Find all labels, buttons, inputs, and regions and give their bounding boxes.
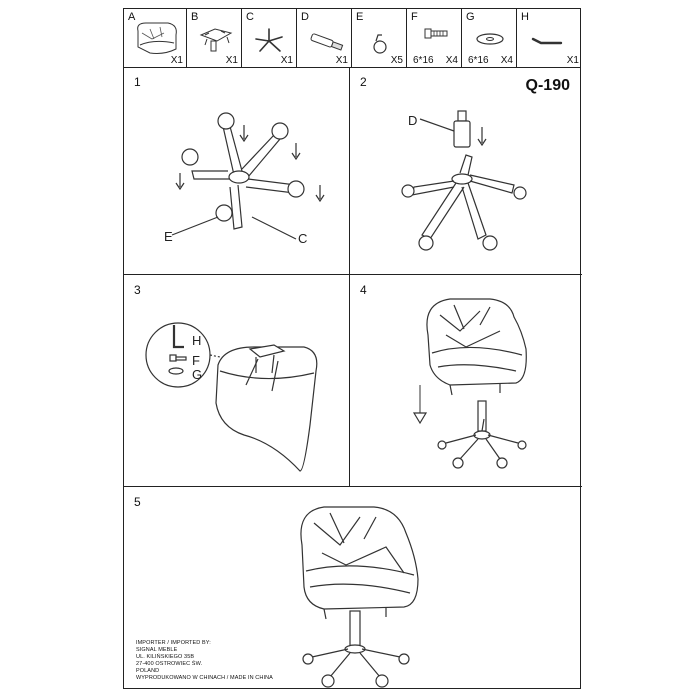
label-d: D — [408, 113, 418, 128]
part-c — [242, 9, 297, 67]
step-4-panel — [350, 275, 582, 487]
part-letter: C — [246, 11, 254, 23]
label-e: E — [164, 229, 173, 244]
importer-line: UL. KILIŃSKIEGO 35B — [136, 654, 195, 660]
importer-line: SIGNAL MEBLE — [136, 647, 178, 653]
step-1-panel — [124, 67, 350, 275]
label-h: H — [192, 333, 202, 348]
assembly-sheet — [123, 8, 581, 689]
part-f — [407, 9, 462, 67]
importer-line: IMPORTER / IMPORTED BY: — [136, 640, 211, 646]
step-1-illustration — [124, 67, 350, 275]
step-number: 2 — [360, 75, 367, 89]
part-letter: E — [356, 11, 364, 23]
label-g: G — [192, 367, 203, 382]
part-qty: X1 — [170, 55, 183, 66]
part-qty: X1 — [335, 55, 348, 66]
part-letter: F — [411, 11, 418, 23]
part-letter: B — [191, 11, 199, 23]
importer-line: 27-400 OSTROWIEC ŚW. — [136, 661, 203, 667]
part-size: 6*16 — [413, 55, 434, 66]
part-letter: H — [521, 11, 529, 23]
part-e — [352, 9, 407, 67]
step-number: 5 — [134, 495, 141, 509]
part-letter: G — [466, 11, 475, 23]
step-3-panel — [124, 275, 350, 487]
importer-line: POLAND — [136, 668, 160, 674]
step-4-illustration — [350, 275, 582, 487]
label-c: C — [298, 231, 308, 246]
step-5-panel — [124, 487, 582, 690]
part-g — [462, 9, 517, 67]
part-letter: D — [301, 11, 309, 23]
part-qty: X5 — [390, 55, 403, 66]
part-qty: X1 — [225, 55, 238, 66]
step-2-panel — [350, 67, 582, 275]
part-qty: X1 — [280, 55, 293, 66]
importer-info — [136, 640, 273, 682]
step-3-illustration — [124, 275, 350, 487]
step-number: 1 — [134, 75, 141, 89]
part-qty: X1 — [566, 55, 579, 66]
part-d — [297, 9, 352, 67]
part-size: 6*16 — [468, 55, 489, 66]
label-f: F — [192, 353, 200, 368]
parts-list — [124, 9, 580, 68]
part-qty: X4 — [445, 55, 458, 66]
importer-line: WYPRODUKOWANO W CHINACH / MADE IN CHINA — [136, 675, 273, 681]
model-number: Q-190 — [525, 77, 570, 94]
part-h — [517, 9, 582, 67]
step-number: 3 — [134, 283, 141, 297]
step-number: 4 — [360, 283, 367, 297]
part-a — [124, 9, 187, 67]
part-b — [187, 9, 242, 67]
part-letter: A — [128, 11, 136, 23]
step-2-illustration — [350, 67, 582, 275]
part-qty: X4 — [500, 55, 513, 66]
